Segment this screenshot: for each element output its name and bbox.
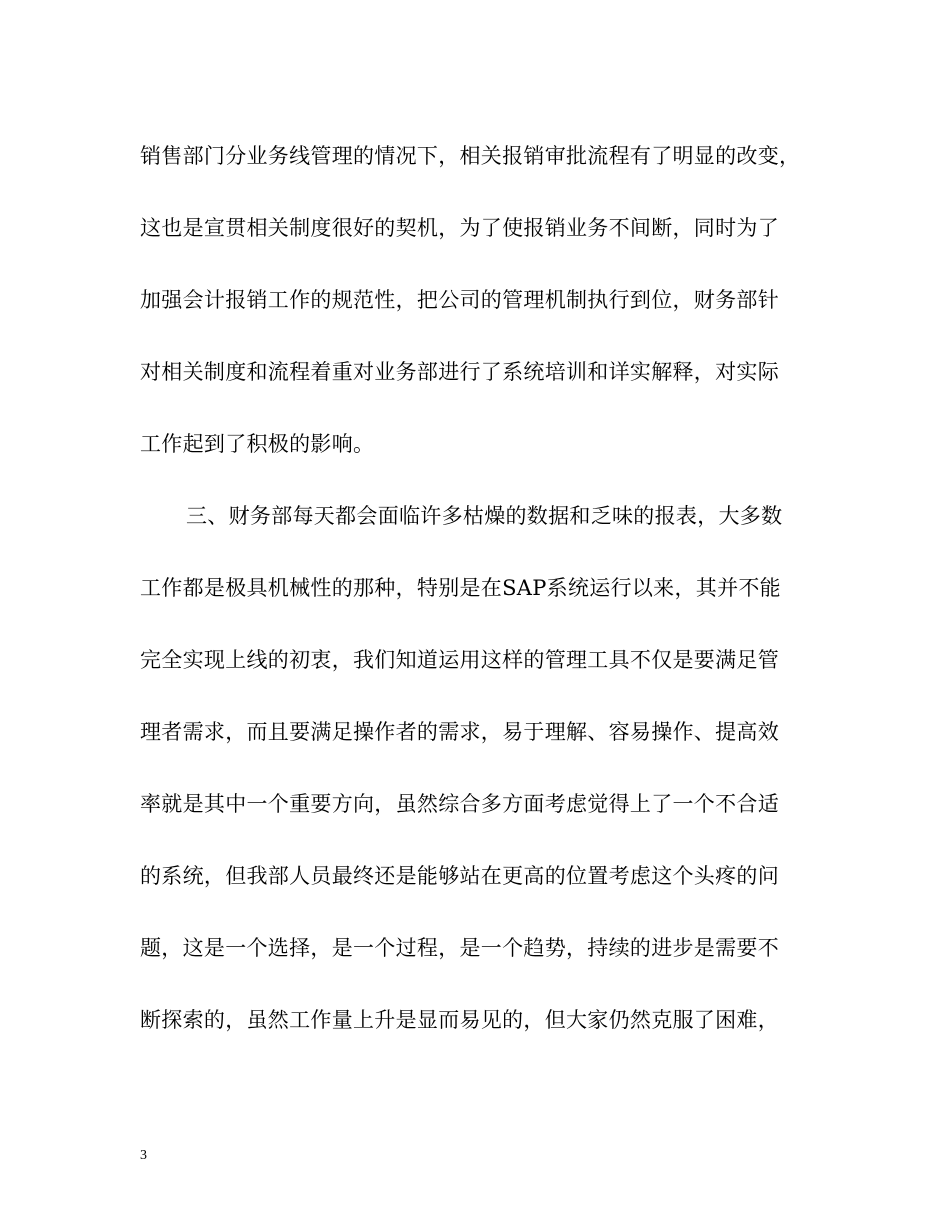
paragraph-2-line-8: 断探索的，虽然工作量上升是显而易见的，但大家仍然克服了困难， — [140, 1008, 779, 1032]
paragraph-1-line-5: 工作起到了积极的影响。 — [140, 432, 375, 456]
paragraph-2-line-4: 理者需求，而且要满足操作者的需求，易于理解、容易操作、提高效 — [140, 720, 779, 744]
paragraph-2-line-2: 工作都是极具机械性的那种，特别是在SAP系统运行以来，其并不能 — [140, 576, 781, 600]
paragraph-2-line-7: 题，这是一个选择，是一个过程，是一个趋势，持续的进步是需要不 — [140, 936, 779, 960]
paragraph-2-line-3: 完全实现上线的初衷，我们知道运用这样的管理工具不仅是要满足管 — [140, 648, 779, 672]
paragraph-2-line-1: 三、财务部每天都会面临许多枯燥的数据和乏味的报表，大多数 — [186, 504, 783, 528]
paragraph-1-line-2: 这也是宣贯相关制度很好的契机，为了使报销业务不间断，同时为了 — [140, 216, 779, 240]
paragraph-2-line-5: 率就是其中一个重要方向，虽然综合多方面考虑觉得上了一个不合适 — [140, 792, 779, 816]
paragraph-1-line-4: 对相关制度和流程着重对业务部进行了系统培训和详实解释，对实际 — [140, 360, 779, 384]
paragraph-1-line-1: 销售部门分业务线管理的情况下，相关报销审批流程有了明显的改变， — [140, 144, 801, 168]
page-number: 3 — [140, 1148, 147, 1163]
paragraph-1-line-3: 加强会计报销工作的规范性，把公司的管理机制执行到位，财务部针 — [140, 288, 779, 312]
paragraph-2-line-6: 的系统，但我部人员最终还是能够站在更高的位置考虑这个头疼的问 — [140, 864, 779, 888]
